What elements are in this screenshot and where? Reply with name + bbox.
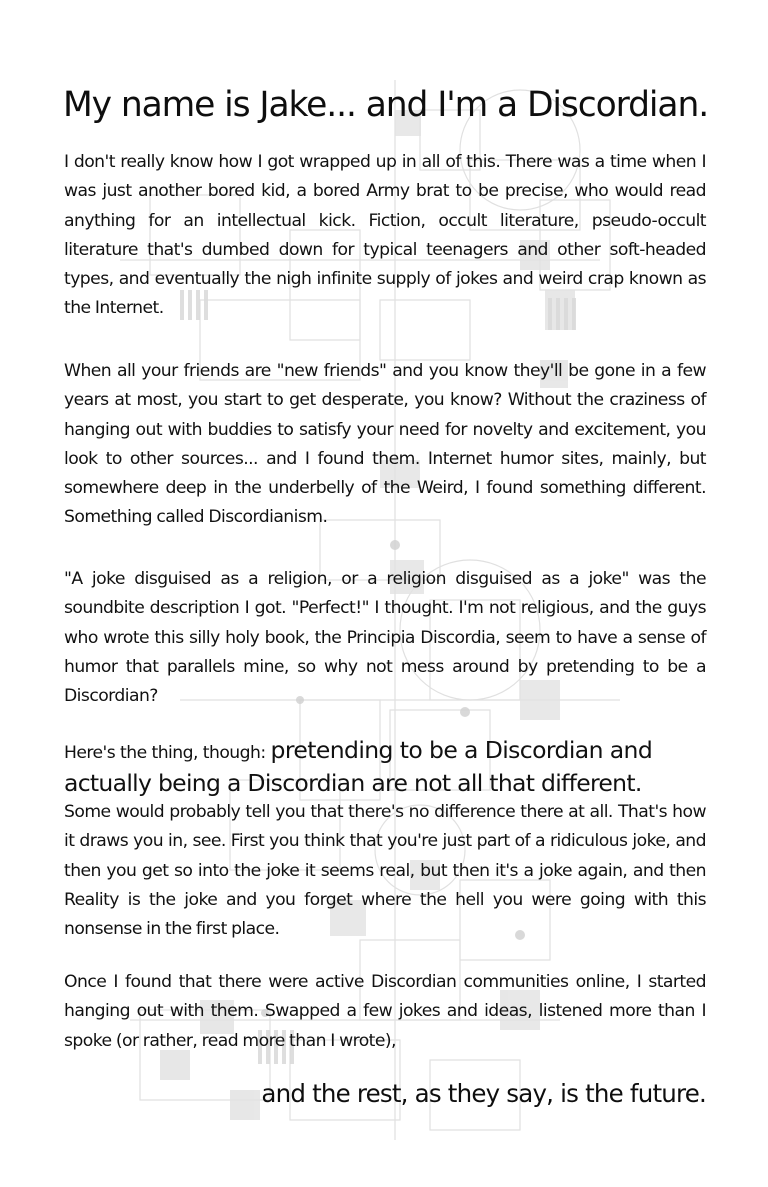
pretending-rest-text: Some would probably tell you that there's no difference there at all. That's how it draws you in, see. First you think that you're just part of a ridiculous joke, and then you get so into the joke it seems real, but then it's a joke again, and then Reality is the joke and you forget where the hell you were going with this nonsense in the first place. bbox=[64, 802, 706, 940]
paragraph-intro: I don't really know how I got wrapped up in all of this. There was a time when I was just another bored kid, a bored Army brat to be precise, who would read anything for an intellectual kick. Fiction, occult literature, pseudo-occult literature that's dumbed down for typical teenagers and other soft-headed types, and eventually the nigh infinite supply of jokes and weird crap known as the Internet. bbox=[64, 152, 706, 319]
pretending-lead-text: Here's the thing, though: bbox=[64, 743, 266, 763]
page-title: My name is Jake... and I'm a Discordian. bbox=[63, 85, 709, 125]
closing-line: and the rest, as they say, is the future. bbox=[261, 1079, 706, 1108]
paragraph-communities: Once I found that there were active Discordian communities online, I started hanging out with them. Swapped a few jokes and ideas, listened more than I spoke (or rather, read more than I wrote), bbox=[64, 972, 706, 1051]
pretending-emphasis-1: pretending to be a Discordian and bbox=[270, 736, 653, 764]
paragraph-pretending bbox=[64, 735, 706, 944]
pretending-emphasis-2: actually being a Discordian are not all that different. bbox=[64, 769, 642, 797]
pretending-first-line bbox=[64, 735, 706, 768]
paragraph-new-friends: When all your friends are "new friends" and you know they'll be gone in a few years at most, you start to get desperate, you know? Without the craziness of hanging out with buddies to satisfy your need for novelty and excitement, you look to other sources... and I found them. Internet humor sites, mainly, but somewhere deep in the underbelly of the Weird, I found something different. Something called Discordianism. bbox=[64, 361, 706, 528]
paragraph-joke-religion: "A joke disguised as a religion, or a religion disguised as a joke" was the soundbite description I got. "Perfect!" I thought. I'm not religious, and the guys who wrote this silly holy book, the Principia Discordia, seem to have a sense of humor that parallels mine, so why not mess around by pretending to be a Discordian? bbox=[64, 569, 706, 707]
